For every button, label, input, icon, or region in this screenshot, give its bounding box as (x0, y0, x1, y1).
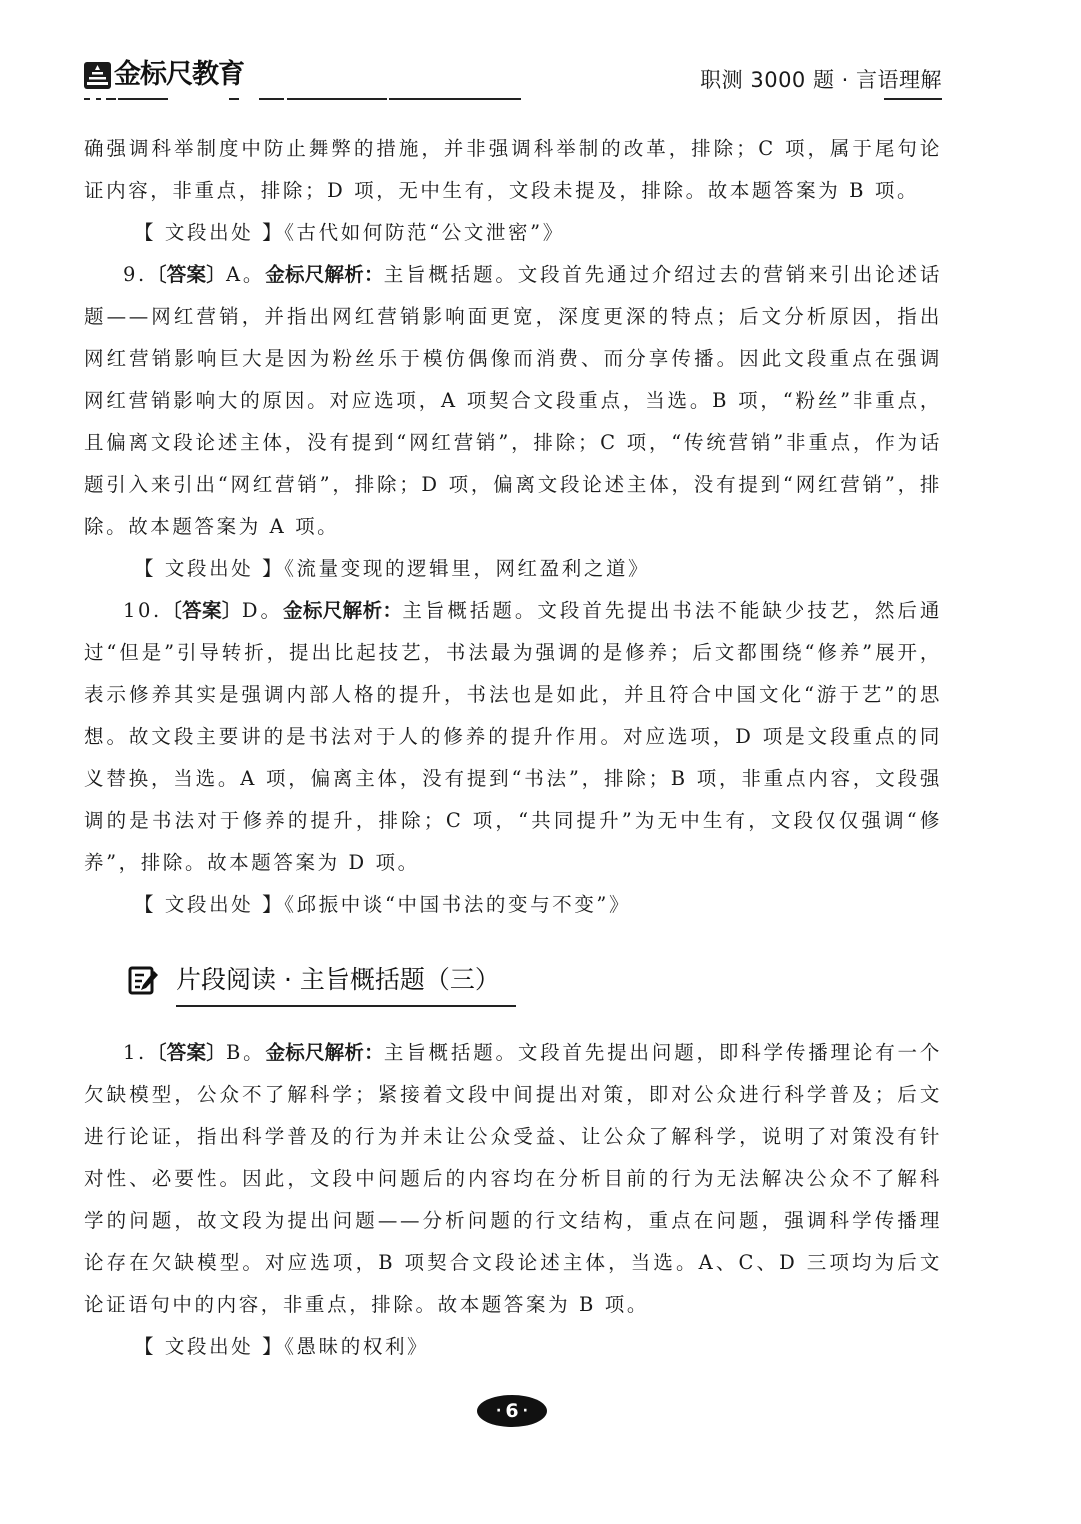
source-citation (84, 548, 942, 590)
page-number-badge: · 6 · (477, 1395, 547, 1427)
analysis-text: 主旨概括题。文段首先提出问题，即科学传播理论有一个欠缺模型，公众不了解科学；紧接着文段中间提出对策，即对公众进行科学普及；后文进行论证，指出科学普及的行为并未让公众受益、让公众了解科学，说明了对策没有针对性、必要性。因此，文段中问题后的内容均在分析目前的行为无法解决公众不了解科学的问题，故文段为提出问题——分析问题的行文结构，重点在问题，强调科学传播理论存在欠缺模型。对应选项，B 项契合文段论述主体，当选。A、C、D 三项均为后文论证语句中的内容，非重点，排除。故本题答案为 B 项。 (84, 1041, 942, 1316)
brand-logo (84, 60, 244, 90)
source-title: 《古代如何防范“公文泄密”》 (284, 221, 565, 244)
source-citation (84, 212, 942, 254)
answer-item-10 (84, 590, 942, 884)
source-label: 【 文段出处 】 (134, 557, 285, 580)
section-heading (84, 954, 942, 1014)
source-label: 【 文段出处 】 (134, 893, 285, 916)
header-divider (84, 98, 942, 100)
brand-name: 金标尺教育 (114, 59, 244, 90)
answer-value: D。 (241, 599, 283, 622)
source-label: 【 文段出处 】 (134, 1335, 285, 1358)
continuation-paragraph: 确强调科举制度中防止舞弊的措施，并非强调科举制的改革，排除；C 项，属于尾句论证内容，非重点，排除；D 项，无中生有，文段未提及，排除。故本题答案为 B 项。 (84, 137, 942, 202)
book-title: 职测 3000 题 · 言语理解 (700, 68, 942, 92)
analysis-label: 金标尺解析： (282, 599, 403, 622)
analysis-text: 主旨概括题。文段首先通过介绍过去的营销来引出论述话题——网红营销，并指出网红营销影响面更宽，深度更深的特点；后文分析原因，指出网红营销影响巨大是因为粉丝乐于模仿偶像而消费、而分享传播。因此文段重点在强调网红营销影响大的原因。对应选项，A 项契合文段重点，当选。B 项，“粉丝”非重点，且偏离文段论述主体，没有提到“网红营销”，排除；C 项，“传统营销”非重点，作为话题引入来引出“网红营销”，排除；D 项，偏离文段论述主体，没有提到“网红营销”，排除。故本题答案为 A 项。 (84, 263, 942, 538)
source-title: 《愚昧的权利》 (284, 1335, 430, 1358)
answer-value: A。 (226, 263, 266, 286)
answer-label: 〔答案〕 (161, 599, 242, 622)
analysis-label: 金标尺解析： (265, 1041, 384, 1064)
question-number: 10. (123, 599, 162, 622)
document-body (84, 128, 942, 1368)
analysis-text: 主旨概括题。文段首先提出书法不能缺少技艺，然后通过“但是”引导转折，提出比起技艺，书法最为强调的是修养；后文都围绕“修养”展开，表示修养其实是强调内部人格的提升，书法也是如此，并且符合中国文化“游于艺”的思想。故文段主要讲的是书法对于人的修养的提升作用。对应选项，D 项是文段重点的同义替换，当选。A 项，偏离主体，没有提到“书法”，排除；B 项，非重点内容，文段强调的是书法对于修养的提升，排除；C 项，“共同提升”为无中生有，文段仅仅强调“修养”，排除。故本题答案为 D 项。 (84, 599, 942, 874)
source-citation (84, 884, 942, 926)
answer-label: 〔答案〕 (146, 263, 227, 286)
pyramid-logo-icon (84, 62, 111, 89)
page-header (84, 56, 942, 106)
edit-note-icon (128, 966, 160, 1011)
source-citation (84, 1326, 942, 1368)
question-number: 9. (123, 263, 147, 286)
source-title: 《流量变现的逻辑里，网红盈利之道》 (284, 557, 651, 580)
section-title: 片段阅读 · 主旨概括题（三） (176, 965, 500, 994)
analysis-label: 金标尺解析： (265, 263, 384, 286)
page-number: 6 (505, 1400, 519, 1422)
source-title: 《邱振中谈“中国书法的变与不变”》 (284, 893, 632, 916)
answer-item-9 (84, 254, 942, 548)
section-underline (176, 1005, 516, 1007)
source-label: 【 文段出处 】 (134, 221, 285, 244)
answer-label: 〔答案〕 (146, 1041, 226, 1064)
question-number: 1. (123, 1041, 147, 1064)
answer-item-1 (84, 1032, 942, 1326)
answer-value: B。 (225, 1041, 266, 1064)
